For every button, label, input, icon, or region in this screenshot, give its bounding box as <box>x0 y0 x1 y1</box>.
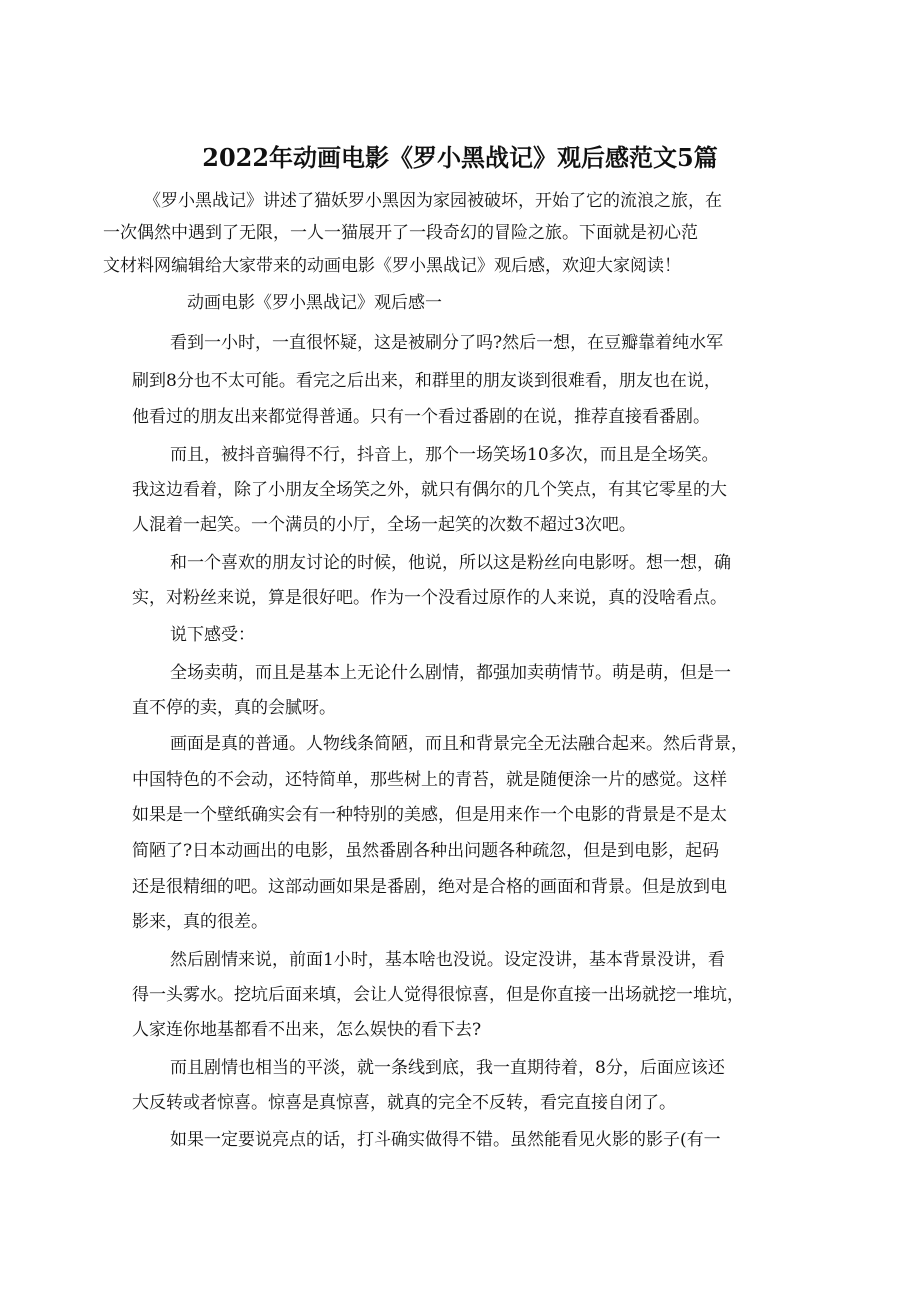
text-line: 影来，真的很差。 <box>132 912 268 932</box>
text-line: 和一个喜欢的朋友讨论的时候，他说，所以这是粉丝向电影呀。想一想，确 <box>170 553 731 573</box>
text-line: 实，对粉丝来说，算是很好吧。作为一个没看过原作的人来说，真的没啥看点。 <box>132 588 727 608</box>
text-line: 如果是一个壁纸确实会有一种特别的美感，但是用来作一个电影的背景是不是太 <box>132 805 727 825</box>
section-heading: 动画电影《罗小黑战记》观后感一 <box>187 293 442 313</box>
document-title: 2022年动画电影《罗小黑战记》观后感范文5篇 <box>202 143 718 172</box>
text-line: 《罗小黑战记》讲述了猫妖罗小黑因为家园被破坏，开始了它的流浪之旅，在 <box>144 191 722 211</box>
text-line: 全场卖萌，而且是基本上无论什么剧情，都强加卖萌情节。萌是萌，但是一 <box>170 663 731 683</box>
text-line: 文材料网编辑给大家带来的动画电影《罗小黑战记》观后感，欢迎大家阅读！ <box>103 256 681 276</box>
text-line: 大反转或者惊喜。惊喜是真惊喜，就真的完全不反转，看完直接自闭了。 <box>132 1093 676 1113</box>
text-line: 说下感受： <box>170 625 255 645</box>
text-line: 人混着一起笑。一个满员的小厅，全场一起笑的次数不超过3次吧。 <box>132 515 636 535</box>
text-line: 他看过的朋友出来都觉得普通。只有一个看过番剧的在说，推荐直接看番剧。 <box>132 407 710 427</box>
text-line: 直不停的卖，真的会腻呀。 <box>132 698 336 718</box>
text-line: 还是很精细的吧。这部动画如果是番剧，绝对是合格的画面和背景。但是放到电 <box>132 877 727 897</box>
text-line: 一次偶然中遇到了无限，一人一猫展开了一段奇幻的冒险之旅。下面就是初心范 <box>103 223 698 243</box>
text-line: 简陋了?日本动画出的电影，虽然番剧各种出问题各种疏忽，但是到电影，起码 <box>132 841 720 861</box>
text-line: 我这边看着，除了小朋友全场笑之外，就只有偶尔的几个笑点，有其它零星的大 <box>132 480 727 500</box>
text-line: 而且剧情也相当的平淡，就一条线到底，我一直期待着，8分，后面应该还 <box>170 1058 725 1078</box>
text-line: 得一头雾水。挖坑后面来填，会让人觉得很惊喜，但是你直接一出场就挖一堆坑， <box>132 985 744 1005</box>
text-line: 中国特色的不会动，还特简单，那些树上的青苔，就是随便涂一片的感觉。这样 <box>132 770 727 790</box>
text-line: 刷到8分也不太可能。看完之后出来，和群里的朋友谈到很难看，朋友也在说， <box>132 371 721 391</box>
text-line: 如果一定要说亮点的话，打斗确实做得不错。虽然能看见火影的影子(有一 <box>170 1130 721 1150</box>
text-line: 而且，被抖音骗得不行，抖音上，那个一场笑场10多次，而且是全场笑。 <box>170 445 719 465</box>
text-line: 画面是真的普通。人物线条简陋，而且和背景完全无法融合起来。然后背景， <box>170 734 748 754</box>
text-line: 然后剧情来说，前面1小时，基本啥也没说。设定没讲，基本背景没讲，看 <box>170 950 725 970</box>
text-line: 人家连你地基都看不出来，怎么娱快的看下去? <box>132 1020 482 1040</box>
text-line: 看到一小时，一直很怀疑，这是被刷分了吗?然后一想，在豆瓣靠着纯水军 <box>170 333 724 353</box>
